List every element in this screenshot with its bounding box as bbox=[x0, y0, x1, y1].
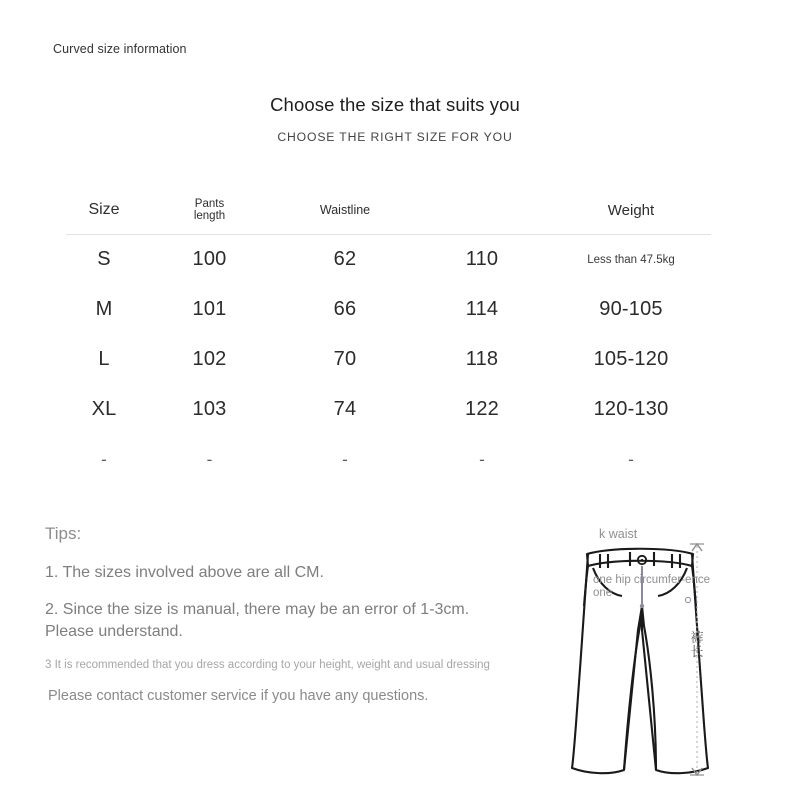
tip-item-2: 2. Since the size is manual, there may be an error of 1-3cm. Please understand. bbox=[45, 600, 470, 641]
cell-size: S bbox=[97, 248, 111, 271]
cell-weight: - bbox=[628, 449, 634, 469]
column-header-waistline: Waistline bbox=[319, 203, 371, 217]
tip-item-1: 1. The sizes involved above are all CM. bbox=[45, 564, 324, 581]
tip-contact-note: Please contact customer service if you have any questions. bbox=[48, 688, 429, 705]
cell-waistline: 74 bbox=[333, 398, 357, 420]
size-chart-table bbox=[66, 186, 711, 485]
cell-waistline: 70 bbox=[333, 348, 357, 370]
column-header-pants-length-line2: length bbox=[193, 210, 226, 222]
diagram-label-pants-length: 裤长 bbox=[690, 630, 704, 659]
column-header-size: Size bbox=[88, 201, 120, 218]
cell-col4: 122 bbox=[465, 398, 499, 420]
pants-measurement-diagram bbox=[566, 518, 781, 790]
cell-weight: 90-105 bbox=[599, 298, 663, 320]
cell-col4: - bbox=[479, 449, 485, 469]
table-row bbox=[66, 235, 711, 285]
table-body bbox=[66, 235, 711, 485]
column-header-pants-length bbox=[142, 186, 277, 235]
table-row bbox=[66, 285, 711, 335]
waist-button-center bbox=[641, 559, 643, 561]
cell-col4: 110 bbox=[465, 248, 499, 271]
cell-weight: 105-120 bbox=[593, 348, 669, 370]
cell-pants-length: 102 bbox=[192, 348, 227, 370]
cell-size: XL bbox=[91, 398, 117, 420]
page-header bbox=[0, 94, 790, 144]
cell-pants-length: - bbox=[206, 449, 213, 469]
curved-size-information-caption: Curved size information bbox=[53, 42, 187, 56]
table-row bbox=[66, 335, 711, 385]
table-row bbox=[66, 435, 711, 485]
cell-pants-length: 103 bbox=[192, 398, 227, 420]
table-header bbox=[66, 186, 711, 235]
cell-waistline: - bbox=[342, 449, 348, 469]
cell-size: L bbox=[98, 348, 110, 370]
column-header-weight: Weight bbox=[607, 201, 655, 219]
pants-illustration-svg bbox=[566, 518, 781, 790]
diagram-label-waist: k waist bbox=[599, 527, 638, 541]
inseam-seam bbox=[624, 606, 656, 770]
page-subtitle: CHOOSE THE RIGHT SIZE FOR YOU bbox=[277, 130, 513, 145]
column-header-pants-length-line1: Pants bbox=[194, 197, 225, 210]
cell-weight: Less than 47.5kg bbox=[587, 253, 675, 266]
table-header-row bbox=[66, 186, 711, 235]
diagram-label-hip-circumference: one hip circumfer-ence one bbox=[593, 574, 710, 600]
tips-section bbox=[45, 524, 515, 704]
cell-size: M bbox=[95, 298, 113, 320]
cell-waistline: 66 bbox=[333, 298, 357, 320]
tips-heading: Tips: bbox=[45, 524, 82, 543]
cell-col4: 114 bbox=[465, 298, 499, 320]
waist-measure-dot bbox=[640, 604, 644, 608]
cell-waistline: 62 bbox=[333, 248, 357, 271]
cell-size: - bbox=[101, 449, 107, 469]
tip-item-3: 3 It is recommended that you dress according to your height, weight and usual dressing bbox=[45, 659, 490, 672]
page-title: Choose the size that suits you bbox=[270, 94, 520, 115]
table-row bbox=[66, 385, 711, 435]
cell-weight: 120-130 bbox=[593, 398, 669, 420]
cell-pants-length: 100 bbox=[192, 248, 227, 271]
cell-pants-length: 101 bbox=[192, 298, 227, 320]
cell-col4: 118 bbox=[465, 348, 499, 370]
column-header-blank bbox=[413, 186, 551, 235]
